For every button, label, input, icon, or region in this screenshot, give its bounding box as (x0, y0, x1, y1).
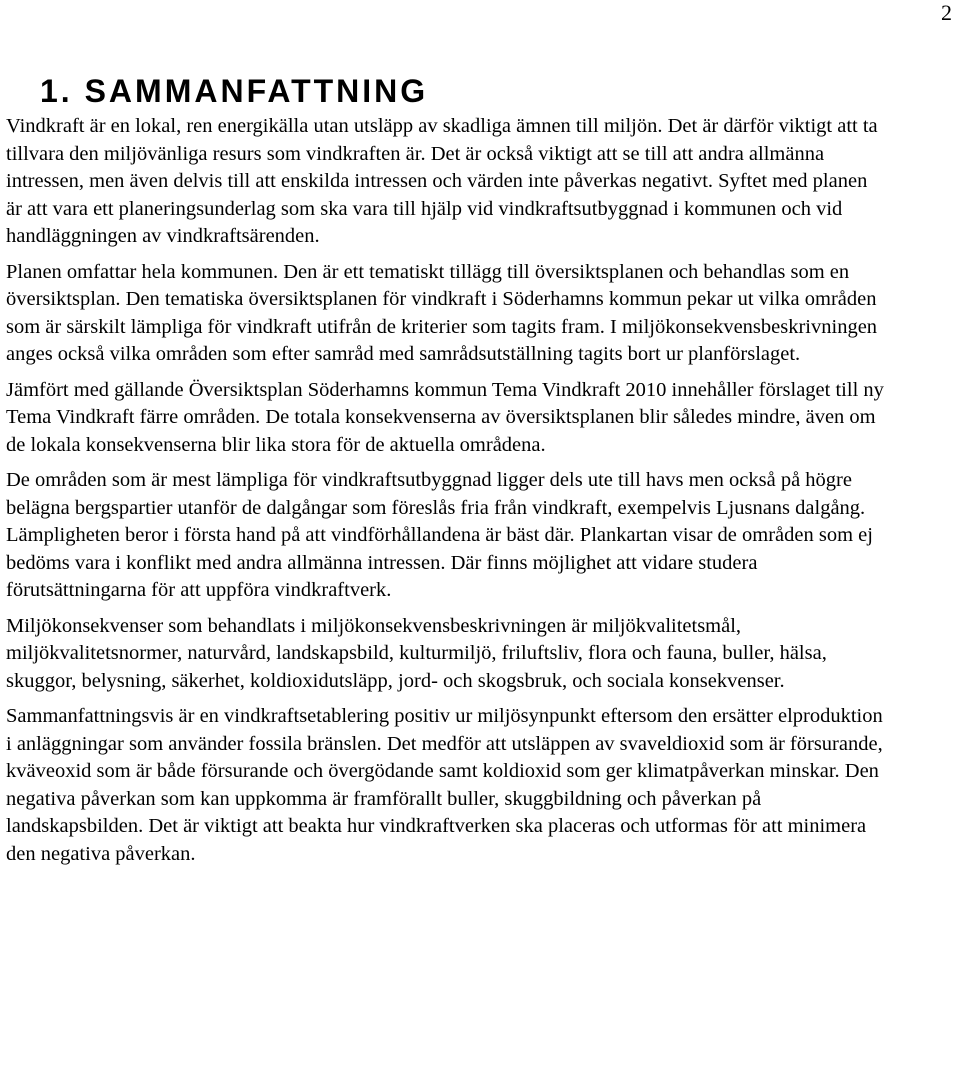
section-heading: 1. SAMMANFATTNING (40, 73, 429, 109)
paragraph-environmental-consequences: Miljökonsekvenser som behandlats i miljökonsekvensbeskrivningen är miljökvalitetsmål, miljökvalitetsnormer, naturvård, landskapsbild, kulturmiljö, friluftsliv, flora och fauna, buller, hälsa, skuggor, belysning, säkerhet, koldioxidutsläpp, jord- och skogsbruk, och sociala konsekvenser. (6, 614, 827, 692)
paragraph-suitable-areas: De områden som är mest lämpliga för vindkraftsutbyggnad ligger dels ute till havs men också på högre belägna bergspartier utanför de dalgångar som föreslås fria från vindkraft, exempelvis Ljusnans dalgång. Lämpligheten beror i första hand på att vindförhållandena är bäst där. Plankartan visar de områden som ej bedöms vara i konflikt med andra allmänna intressen. Där finns möjlighet att vidare studera förutsättningarna för att uppföra vindkraftverk. (6, 469, 873, 601)
paragraph-plan-scope: Planen omfattar hela kommunen. Den är ett tematiskt tillägg till översiktsplanen och behandlas som en översiktsplan. Den tematiska översiktsplanen för vindkraft i Söderhamns kommun pekar ut vilka områden som är särskilt lämpliga för vindkraft utifrån de kriterier som tagits fram. I miljökonsekvensbeskrivningen anges också vilka områden som efter samråd med samrådsutställning tagits bort ur planförslaget. (6, 260, 878, 365)
paragraph-comparison: Jämfört med gällande Översiktsplan Söderhamns kommun Tema Vindkraft 2010 innehåller förslaget till ny Tema Vindkraft färre områden. De totala konsekvenserna av översiktsplanen blir således mindre, även om de lokala konsekvenserna blir lika stora för de aktuella områdena. (6, 378, 884, 456)
paragraph-summary: Sammanfattningsvis är en vindkraftsetablering positiv ur miljösynpunkt eftersom den ersätter elproduktion i anläggningar som använder fossila bränslen. Det medför att utsläppen av svaveldioxid som är försurande, kväveoxid som är både försurande och övergödande samt koldioxid som ger klimatpåverkan minskar. Den negativa påverkan som kan uppkomma är framförallt buller, skuggbildning och påverkan på landskapsbilden. Det är viktigt att beakta hur vindkraftverken ska placeras och utformas för att minimera den negativa påverkan. (6, 705, 883, 865)
paragraph-intro: Vindkraft är en lokal, ren energikälla utan utsläpp av skadliga ämnen till miljön. Det är därför viktigt att ta tillvara den miljövänliga resurs som vindkraften är. Det är också viktigt att se till att andra allmänna intressen, men även delvis till att enskilda intressen och värden inte påverkas negativt. Syftet med planen är att vara ett planeringsunderlag som ska vara till hjälp vid vindkraftsutbyggnad i kommunen och vid handläggningen av vindkraftsärenden. (6, 115, 878, 247)
document-body (6, 113, 886, 876)
page-number: 2 (941, 0, 952, 25)
